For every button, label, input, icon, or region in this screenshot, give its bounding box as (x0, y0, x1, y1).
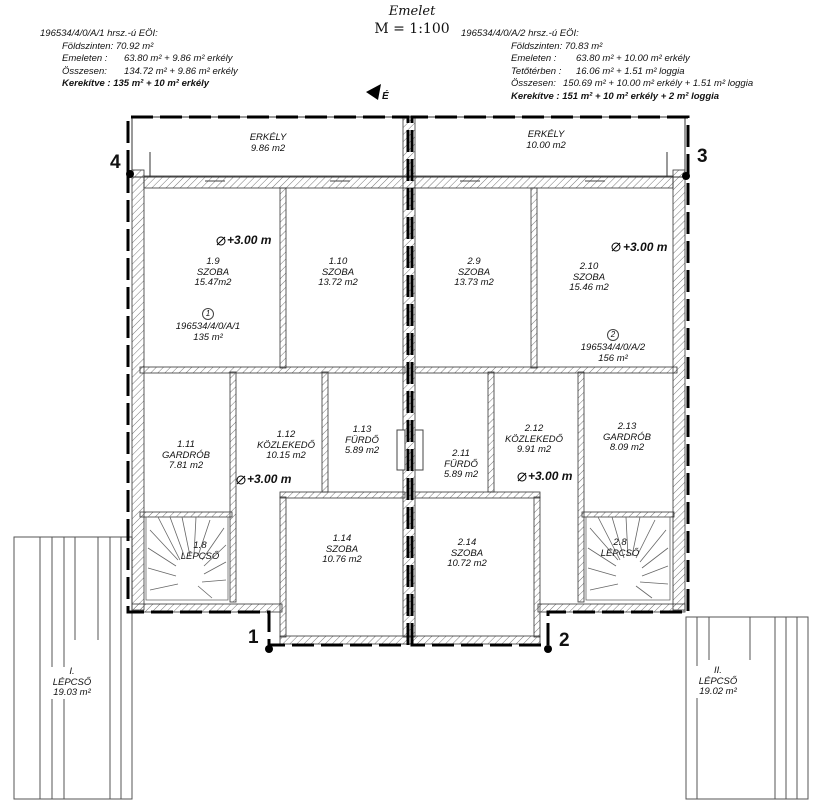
room-name: FÜRDŐ (345, 434, 379, 446)
room-number: 1.8 (193, 540, 207, 551)
room-number: 1.11 (177, 439, 195, 450)
unit-a-total-label: Összesen: (62, 65, 107, 77)
north-arrow-icon (366, 84, 381, 100)
drawing-title: Emelet (388, 4, 436, 19)
room-area: 13.72 m2 (318, 277, 358, 288)
room-name: ERKÉLY (527, 129, 565, 140)
north-label: É (382, 91, 389, 102)
drawing-scale: M = 1:100 (374, 21, 450, 37)
unit-b-id-line: 196534/4/0/A/2 hrsz.-ú EÖI: (461, 28, 579, 39)
elevation-label: +3.00 m (623, 240, 668, 254)
unit-a-info (40, 28, 238, 91)
unit-a-upper-value: 63.80 m² + 9.86 m² erkély (124, 53, 233, 64)
room-area: 10.00 m2 (526, 139, 566, 151)
room-area: 10.15 m2 (266, 450, 306, 461)
unit-b-circle: 2 (607, 329, 619, 341)
unit-a-total-value: 134.72 m² + 9.86 m² erkély (124, 65, 238, 77)
room-name: FÜRDŐ (444, 458, 478, 470)
room-area: 5.89 m2 (443, 469, 479, 480)
room-name: SZOBA (572, 271, 606, 283)
elevation-label: +3.00 m (227, 233, 272, 247)
room-2-10 (534, 262, 644, 294)
unit-b-mark (558, 343, 668, 364)
room-name: ERKÉLY (249, 132, 287, 143)
room-number: 2.12 (524, 423, 544, 434)
room-number: 2.8 (613, 537, 627, 548)
elevation-label: +3.00 m (247, 472, 292, 486)
unit-b-rounded: Kerekítve : 151 m² + 10 m² erkély + 2 m² loggia (511, 90, 720, 102)
corner-3: 3 (697, 146, 708, 167)
room-name: GARDRÓB (161, 449, 211, 461)
unit-boundary (128, 117, 688, 645)
room-area: 10.72 m2 (447, 558, 487, 569)
room-number: 2.11 (452, 448, 470, 459)
room-name: SZOBA (321, 266, 355, 278)
unit-a-circle: 1 (202, 308, 214, 320)
unit-a-mark-id: 196534/4/0/A/1 (175, 321, 241, 332)
room-2-9 (419, 257, 529, 289)
stair-area: 19.02 m² (699, 686, 737, 697)
room-area: 13.73 m2 (454, 277, 494, 288)
room-number: 1.14 (332, 533, 352, 544)
stair-number: II. (714, 665, 722, 676)
room-area: 5.89 m2 (344, 445, 380, 456)
stair-name: LÉPCSŐ (52, 676, 92, 688)
room-name: SZOBA (325, 543, 359, 555)
room-name: KÖZLEKEDŐ (256, 439, 316, 451)
stair-area: 19.03 m² (53, 687, 91, 698)
unit-b-total-value: 150.69 m² + 10.00 m² erkély + 1.51 m² loggia (563, 78, 754, 89)
room-area: 9.91 m2 (516, 444, 552, 455)
stair-number: I. (69, 666, 75, 677)
unit-b-mark-area: 156 m² (598, 352, 628, 364)
unit-b-attic-label: Tetőtérben : (511, 65, 562, 77)
room-balcony-b (491, 130, 601, 151)
room-area: 9.86 m2 (250, 142, 286, 154)
stair-name: LÉPCSŐ (698, 675, 738, 687)
unit-a-upper-label: Emeleten : (62, 53, 108, 64)
unit-a-ground: Földszinten: 70.92 m² (62, 40, 154, 52)
room-1-9 (158, 257, 268, 289)
stair-left-label (42, 667, 102, 699)
corner-1: 1 (248, 627, 259, 648)
room-1-11 (131, 440, 241, 472)
unit-b-ground: Földszinten: 70.83 m² (511, 40, 603, 52)
room-2-13 (572, 422, 682, 454)
corner-2: 2 (559, 630, 570, 651)
room-area: 10.76 m2 (322, 554, 362, 565)
room-area: 7.81 m2 (168, 460, 204, 471)
unit-b-upper-value: 63.80 m² + 10.00 m² erkély (576, 53, 690, 64)
room-name: SZOBA (196, 266, 230, 278)
unit-b-mark-id: 196534/4/0/A/2 (580, 342, 646, 353)
elevation-label: +3.00 m (528, 469, 573, 483)
room-number: 1.12 (276, 429, 296, 440)
room-1-14 (287, 534, 397, 566)
unit-b-total-label: Összesen: (511, 78, 556, 89)
room-balcony-a (213, 133, 323, 154)
unit-b-info (461, 28, 753, 103)
room-number: 2.10 (579, 261, 599, 272)
room-number: 1.10 (328, 256, 348, 267)
room-name: KÖZLEKEDŐ (504, 433, 564, 445)
room-area: 8.09 m2 (609, 442, 645, 453)
room-name: LÉPCSŐ (600, 547, 640, 559)
room-number: 1.13 (352, 424, 372, 435)
room-1-13 (307, 425, 417, 457)
unit-a-mark (153, 322, 263, 343)
room-number: 2.13 (617, 421, 637, 432)
room-1-10 (283, 257, 393, 289)
corner-4: 4 (110, 152, 121, 173)
room-area: 15.46 m2 (569, 282, 609, 293)
external-stair-right (686, 617, 808, 799)
unit-a-id-line: 196534/4/0/A/1 hrsz.-ú EÖI: (40, 28, 158, 39)
unit-b-upper-label: Emeleten : (511, 53, 557, 64)
room-number: 2.14 (457, 537, 477, 548)
unit-a-mark-area: 135 m² (193, 331, 223, 343)
room-name: GARDRÓB (602, 431, 652, 443)
unit-b-attic-value: 16.06 m² + 1.51 m² loggia (576, 65, 685, 77)
room-name: LÉPCSŐ (180, 550, 220, 562)
stair-right-label (687, 666, 749, 698)
room-2-8 (565, 538, 675, 559)
room-area: 15.47m2 (194, 277, 232, 288)
room-2-14 (412, 538, 522, 570)
room-1-8 (145, 541, 255, 562)
room-name: SZOBA (457, 266, 491, 278)
room-number: 1.9 (206, 256, 220, 267)
room-name: SZOBA (450, 547, 484, 559)
room-number: 2.9 (467, 256, 481, 267)
unit-a-rounded: Kerekítve : 135 m² + 10 m² erkély (62, 78, 210, 89)
